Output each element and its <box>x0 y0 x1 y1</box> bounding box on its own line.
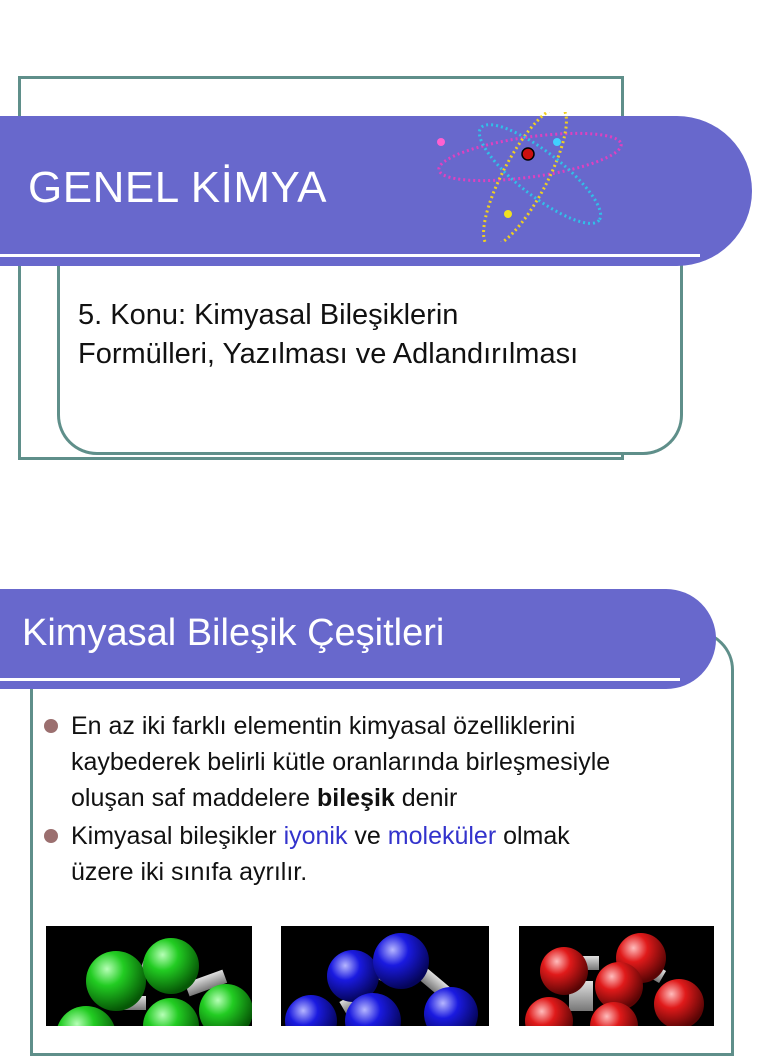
slide-compound-types <box>0 560 768 1024</box>
slide1-subtitle <box>78 296 678 374</box>
subtitle-line-2: Formülleri, Yazılması ve Adlandırılması <box>78 338 579 370</box>
bullet1-line2: kaybederek belirli kütle oranlarında birleşmesiyle <box>71 748 611 776</box>
slide1-title-underline <box>0 254 700 257</box>
slide1-title: GENEL KİMYA <box>28 163 327 212</box>
slide2-title: Kimyasal Bileşik Çeşitleri <box>22 612 445 654</box>
molecule-green-image <box>46 926 252 1026</box>
bullet-dot-icon <box>44 829 58 843</box>
bullet2-molecular: moleküler <box>387 822 497 850</box>
bullet2-line2: üzere iki sınıfa ayrılır. <box>71 858 308 886</box>
bullet1-keyword: bileşik <box>316 784 395 812</box>
subtitle-line-1: 5. Konu: Kimyasal Bileşiklerin <box>78 299 459 331</box>
bullet-list <box>44 708 734 892</box>
bullet2-ionic: iyonik <box>283 822 348 850</box>
slide2-title-underline <box>0 678 680 681</box>
bullet1-line3-before: oluşan saf maddelere <box>71 784 317 812</box>
bullet1-line3-after: denir <box>394 784 458 812</box>
bullet1-line1: En az iki farklı elementin kimyasal özelliklerini <box>71 712 576 740</box>
atom-icon <box>430 112 630 242</box>
slide-title <box>0 0 768 500</box>
bullet-item-1 <box>44 708 734 816</box>
bullet2-middle: ve <box>347 822 388 850</box>
molecule-blue-image <box>281 926 489 1026</box>
bullet2-before: Kimyasal bileşikler <box>71 822 284 850</box>
molecule-red-image <box>519 926 714 1026</box>
bullet2-after: olmak <box>496 822 570 850</box>
bullet-item-2 <box>44 818 734 890</box>
bullet-dot-icon <box>44 719 58 733</box>
